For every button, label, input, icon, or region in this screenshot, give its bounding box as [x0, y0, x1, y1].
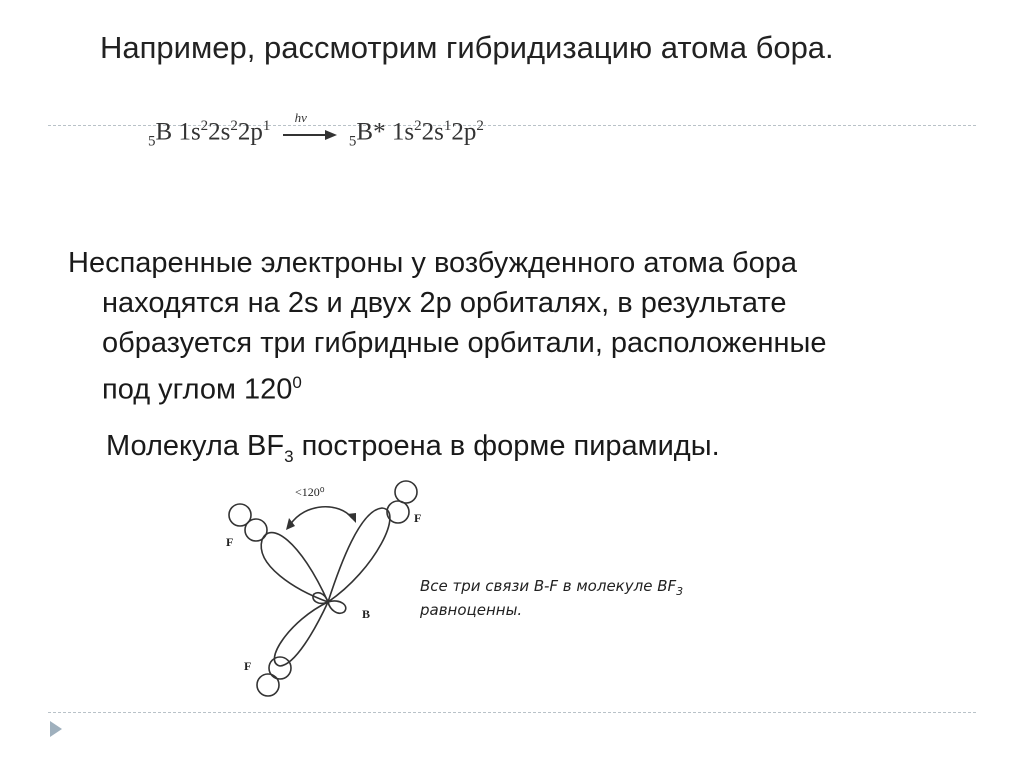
paragraph-line-1: Неспаренные электроны у возбужденного атома бора [68, 247, 798, 279]
ground-electrons-1: 2 [200, 118, 209, 134]
atom-label-f-left: F [226, 535, 234, 549]
orbital-lobe-lower [274, 602, 328, 666]
angle-degree: 0 [292, 373, 302, 392]
excited-orbital-2: 2s [421, 118, 444, 146]
excited-electrons-3: 2 [476, 118, 484, 134]
ground-electrons-2: 2 [230, 118, 238, 134]
paragraph-line-2: находятся на 2s и двух 2p орбиталях, в результате [102, 287, 787, 319]
atom-label-b: B [362, 607, 371, 621]
explanation-paragraph [68, 243, 968, 410]
electron-config-formula [148, 109, 484, 150]
molecule-statement [106, 430, 720, 467]
atom-label-f-right: F [414, 511, 422, 525]
angle-arrowhead-right [347, 513, 356, 523]
molecule-prefix: Молекула BF [106, 430, 285, 462]
f-orbital-circle [387, 501, 409, 523]
angle-arc [290, 507, 352, 525]
ground-orbital-1: 1s [178, 118, 201, 146]
excitation-label: hν [294, 109, 307, 125]
excited-electrons-2: 1 [443, 118, 452, 134]
excited-orbital-3: 2p [451, 118, 477, 146]
excited-atomic-number: 5 [348, 133, 357, 150]
bf3-orbital-diagram [200, 470, 440, 710]
slide-nav-arrow-icon [50, 721, 62, 737]
ground-orbital-2: 2s [208, 118, 231, 146]
arrow-icon [281, 125, 339, 145]
caption-text: Все три связи B-F в молекуле BF [420, 577, 677, 595]
excited-orbital-1: 1s [391, 118, 415, 146]
molecule-subscript: 3 [284, 446, 294, 466]
paragraph-line-3: образуется три гибридные орбитали, расположенные [102, 327, 827, 359]
diagram-caption [420, 577, 780, 620]
ground-atomic-number: 5 [148, 133, 156, 150]
ground-orbital-3: 2p [237, 118, 263, 146]
angle-label: <120⁰ [295, 485, 325, 499]
orbital-lobe-upper-right [328, 508, 390, 602]
excited-electrons-1: 2 [414, 118, 422, 134]
f-orbital-circle [257, 674, 279, 696]
slide-title: Например, рассмотрим гибридизацию атома бора. [100, 30, 834, 65]
orbital-back-lobe [328, 601, 346, 613]
f-orbital-circle [395, 481, 417, 503]
excited-symbol: B* [356, 118, 386, 146]
caption-subscript: 3 [676, 585, 684, 598]
ground-electrons-3: 1 [262, 118, 271, 134]
molecule-suffix: построена в форме пирамиды. [293, 430, 720, 462]
ground-symbol: B [155, 118, 173, 146]
bottom-divider [48, 712, 976, 713]
paragraph-line-4 [68, 363, 968, 410]
caption-line-1 [420, 577, 780, 601]
angle-text: под углом 120 [102, 373, 293, 406]
orbital-lobe-upper-left [261, 533, 328, 602]
atom-label-f-bottom: F [244, 659, 252, 673]
f-orbital-circle [245, 519, 267, 541]
excitation-arrow [281, 109, 339, 144]
caption-line-2: равноценны. [420, 601, 523, 619]
